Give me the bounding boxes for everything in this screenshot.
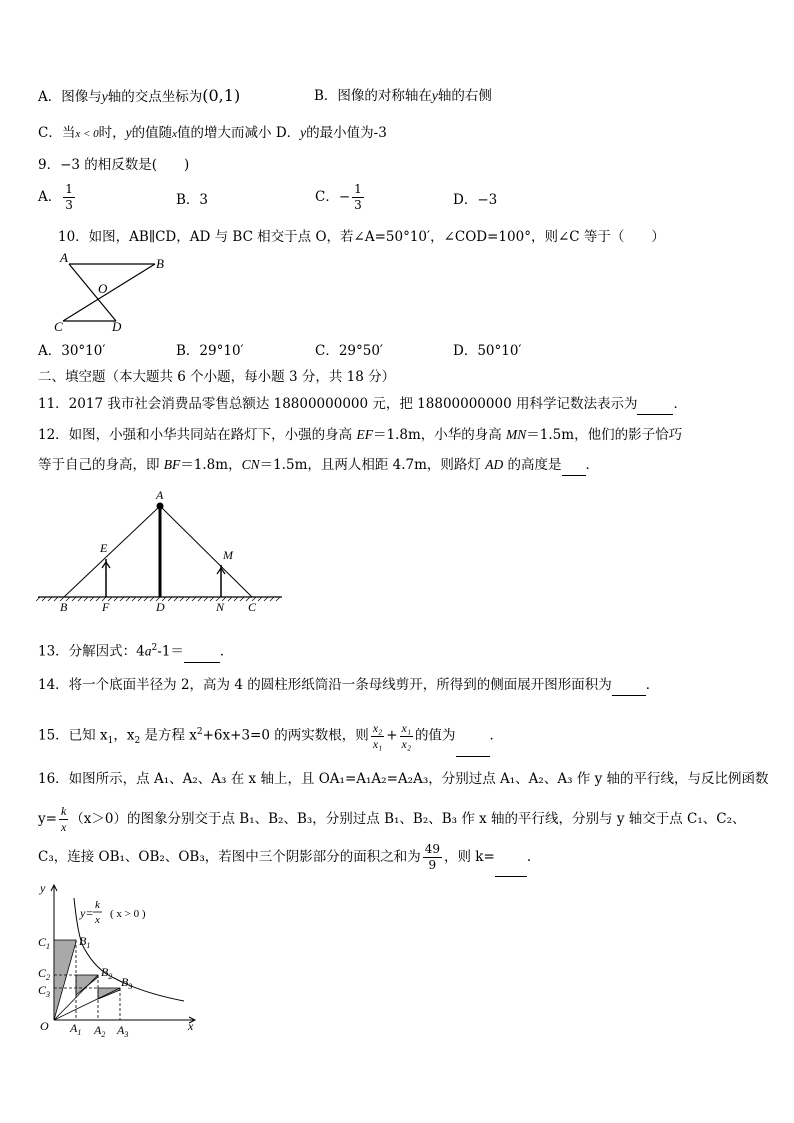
q13-var: a xyxy=(144,643,152,659)
q16-text3: C₃，连接 OB₁、OB₂、OB₃，若图中三个阴影部分的面积之和为 xyxy=(38,849,421,865)
q16-line1: 16．如图所示，点 A₁、A₂、A₃ 在 x 轴上，且 OA₁=A₁A₂=A₂A₃，分别过点 A₁、A₂、A₃ 作 y 轴的平行线，与反比例函数 xyxy=(38,771,769,787)
q15-fraction-2 xyxy=(400,721,414,752)
q15-fraction-1 xyxy=(371,721,385,752)
q10-option-d: D．50°10′ xyxy=(453,343,522,359)
q15-f1-num: x₂ xyxy=(372,720,383,735)
q13-exp: 2 xyxy=(151,643,158,653)
q12-label-f: F xyxy=(102,600,110,614)
q12-label-a: A xyxy=(156,488,164,502)
q8-option-a xyxy=(38,86,240,107)
q16-label-x: x xyxy=(188,1019,194,1033)
q9-c-num: 1 xyxy=(354,182,362,196)
q12-text5: ＝1.8m， xyxy=(180,457,242,473)
q16-text4: ，则 k= xyxy=(444,849,495,865)
q12-label-e: E xyxy=(100,541,108,555)
q14-text: 14．将一个底面半径为 2，高为 4 的圆柱形纸筒沿一条母线剪开，所得到的侧面展开图形面积为 xyxy=(38,677,612,693)
q8-c-text1: C．当 xyxy=(38,125,76,141)
q8-d-text2: 的最小值为-3 xyxy=(306,125,387,141)
q14-end: ． xyxy=(645,677,660,693)
q15 xyxy=(38,712,503,761)
q10-option-a: A．30°10′ xyxy=(38,343,106,359)
q16-line2 xyxy=(38,800,746,838)
q12-bf: BF xyxy=(163,457,181,472)
q12-line1 xyxy=(38,425,682,445)
q8-c-var1: y xyxy=(125,125,132,140)
q12-ad: AD xyxy=(485,457,504,472)
q8-option-b xyxy=(314,86,492,106)
q15-text2: ，x xyxy=(113,727,135,744)
q11-answer-blank[interactable] xyxy=(637,394,673,415)
q15-text3: 是方程 x xyxy=(140,727,197,744)
q10-label-c: C xyxy=(54,319,63,334)
section2-title: 二、填空题（本大题共 6 个小题，每小题 3 分，共 18 分） xyxy=(38,369,396,385)
q13-end: ． xyxy=(219,643,234,660)
q10-option-b: B．29°10′ xyxy=(176,343,244,359)
q12-text7: 的高度是 xyxy=(503,457,562,473)
q9-a-num: 1 xyxy=(65,182,73,196)
q11-end: ． xyxy=(673,396,687,412)
q15-plus: + xyxy=(386,727,398,744)
q15-sup: 2 xyxy=(196,727,203,737)
q12-cn: CN xyxy=(241,457,260,472)
q16-shade-1 xyxy=(54,940,76,1020)
q8-b-text2: 轴的右侧 xyxy=(437,88,492,104)
q15-sub1: 1 xyxy=(107,736,114,747)
q16-func-num: k xyxy=(95,899,100,911)
q8-c-text3: 的值随 xyxy=(131,125,173,141)
q15-answer-blank[interactable] xyxy=(456,716,490,757)
q15-text1: 15．已知 x xyxy=(38,727,108,744)
q13-text1: 13．分解因式：4 xyxy=(38,643,145,660)
q9-option-c xyxy=(315,182,366,213)
q15-f1-den: x₁ xyxy=(372,736,383,751)
q8-c-var2: x xyxy=(172,128,178,140)
q12-end: ． xyxy=(585,457,600,473)
q16-label-c1: $C_1$ xyxy=(38,935,51,951)
q10-label-d: D xyxy=(112,319,122,334)
q16-end: ． xyxy=(526,849,541,865)
q13 xyxy=(38,638,233,663)
q15-f2-num: x₁ xyxy=(401,720,412,735)
q12-ray-ab xyxy=(64,506,160,597)
q12-label-m: M xyxy=(223,548,233,562)
q16-figure xyxy=(34,878,204,1040)
q9-a-fraction xyxy=(63,182,75,213)
q16-label-y: y xyxy=(40,881,46,895)
q9-c-label: C．− xyxy=(315,189,351,205)
q16-label-b3: $B_3$ xyxy=(121,975,133,991)
q15-sub2: 2 xyxy=(134,736,141,747)
q16-area-num: 49 xyxy=(424,842,441,856)
q11-text: 11．2017 我市社会消费品零售总额达 18800000000 元，把 18800000000 用科学记数法表示为 xyxy=(38,396,638,412)
q16-area-den: 9 xyxy=(428,858,437,872)
q10-option-c: C．29°50′ xyxy=(315,343,384,359)
q15-text5: 的值为 xyxy=(415,727,456,744)
q12-line2 xyxy=(38,455,599,476)
q10-figure xyxy=(52,250,177,336)
q16-label-c3: $C_3$ xyxy=(38,983,51,999)
q15-text4: +6x+3=0 的两实数根，则 xyxy=(202,727,369,744)
q14-answer-blank[interactable] xyxy=(612,675,646,696)
q16-k-den: x xyxy=(60,820,67,834)
q9-a-label: A． xyxy=(38,189,62,205)
q12-label-d: D xyxy=(156,600,165,614)
q16-func-den: x xyxy=(95,914,100,926)
q16-text2: （x＞0）的图象分别交于点 B₁、B₂、B₃，分别过点 B₁、B₂、B₃ 作 x 轴的平行线，分别与 y 轴交于点 C₁、C₂、 xyxy=(70,811,746,827)
q8-a-var: y xyxy=(101,89,108,104)
q12-text4: 等于自己的身高，即 xyxy=(38,457,164,473)
q8-b-text1: B．图像的对称轴在 xyxy=(314,88,432,104)
q14 xyxy=(38,675,659,696)
q16-func-pre: y= xyxy=(80,906,94,920)
q16-label-a2: $A_2$ xyxy=(94,1023,106,1039)
q16-k-num: k xyxy=(60,804,67,818)
q10-label-b: B xyxy=(156,256,164,271)
q11 xyxy=(38,394,687,415)
q16-k-fraction xyxy=(59,804,68,835)
q8-a-text1: A．图像与 xyxy=(38,89,102,105)
q10-stem: 10．如图，AB∥CD，AD 与 BC 相交于点 O，若∠A=50°10′，∠COD=100°，则∠C 等于（ ） xyxy=(58,229,665,245)
q9-a-den: 3 xyxy=(65,198,73,212)
q16-area-fraction xyxy=(423,842,442,873)
q8-d-text1: D． xyxy=(275,125,301,141)
q16-label-o: O xyxy=(40,1019,49,1033)
q16-label-a1: $A_1$ xyxy=(70,1021,82,1037)
q16-line3 xyxy=(38,838,540,877)
q8-d-var: y xyxy=(300,125,307,140)
q12-figure xyxy=(36,485,286,615)
q16-label-b2: $B_2$ xyxy=(101,965,113,981)
q8-a-text2: 轴的交点坐标为 xyxy=(107,89,203,105)
q8-c-text4: 值的增大而减小 xyxy=(177,125,272,141)
q10-label-a: A xyxy=(60,250,68,265)
q9-option-d: D．−3 xyxy=(453,192,498,208)
q12-answer-blank[interactable] xyxy=(562,455,586,476)
q13-text2: -1＝ xyxy=(157,643,184,660)
q8-option-c-d xyxy=(38,123,387,144)
q12-text2: ＝1.8m，小华的身高 xyxy=(372,427,507,443)
q16-label-a3: $A_3$ xyxy=(117,1023,129,1039)
q8-c-text2: 时， xyxy=(98,125,126,141)
q12-label-c: C xyxy=(248,600,257,614)
q16-ob3 xyxy=(54,988,120,1020)
q16-label-b1: $B_1$ xyxy=(79,934,91,950)
q9-option-b: B．3 xyxy=(176,192,209,208)
q9-option-a xyxy=(38,182,77,213)
q12-text3: ＝1.5m，他们的影子恰巧 xyxy=(526,427,683,443)
q15-f2-den: x₂ xyxy=(401,736,412,751)
q10-label-o: O xyxy=(98,281,108,296)
q16-text1: y= xyxy=(38,811,57,827)
q12-label-n: N xyxy=(216,600,225,614)
q12-ray-ac xyxy=(160,506,252,597)
q15-end: ． xyxy=(489,727,504,744)
q9-stem: 9．−3 的相反数是( ) xyxy=(38,157,190,173)
q12-label-b: B xyxy=(60,600,68,614)
q16-answer-blank[interactable] xyxy=(495,838,527,877)
q8-c-cond: x < 0 xyxy=(75,128,99,140)
q12-text6: ＝1.5m，且两人相距 4.7m，则路灯 xyxy=(259,457,486,473)
q12-mn: MN xyxy=(506,427,527,442)
q12-text1: 12．如图，小强和小华共同站在路灯下，小强的身高 xyxy=(38,427,357,443)
q8-b-var: y xyxy=(431,88,438,103)
q9-c-fraction xyxy=(352,182,364,213)
q8-a-coord: (0,1) xyxy=(202,86,241,105)
q16-func-cond: ( x > 0 ) xyxy=(110,908,146,920)
q12-ef: EF xyxy=(356,427,373,442)
q16-label-c2: $C_2$ xyxy=(38,966,51,982)
q9-c-den: 3 xyxy=(354,198,362,212)
q13-answer-blank[interactable] xyxy=(184,642,220,663)
